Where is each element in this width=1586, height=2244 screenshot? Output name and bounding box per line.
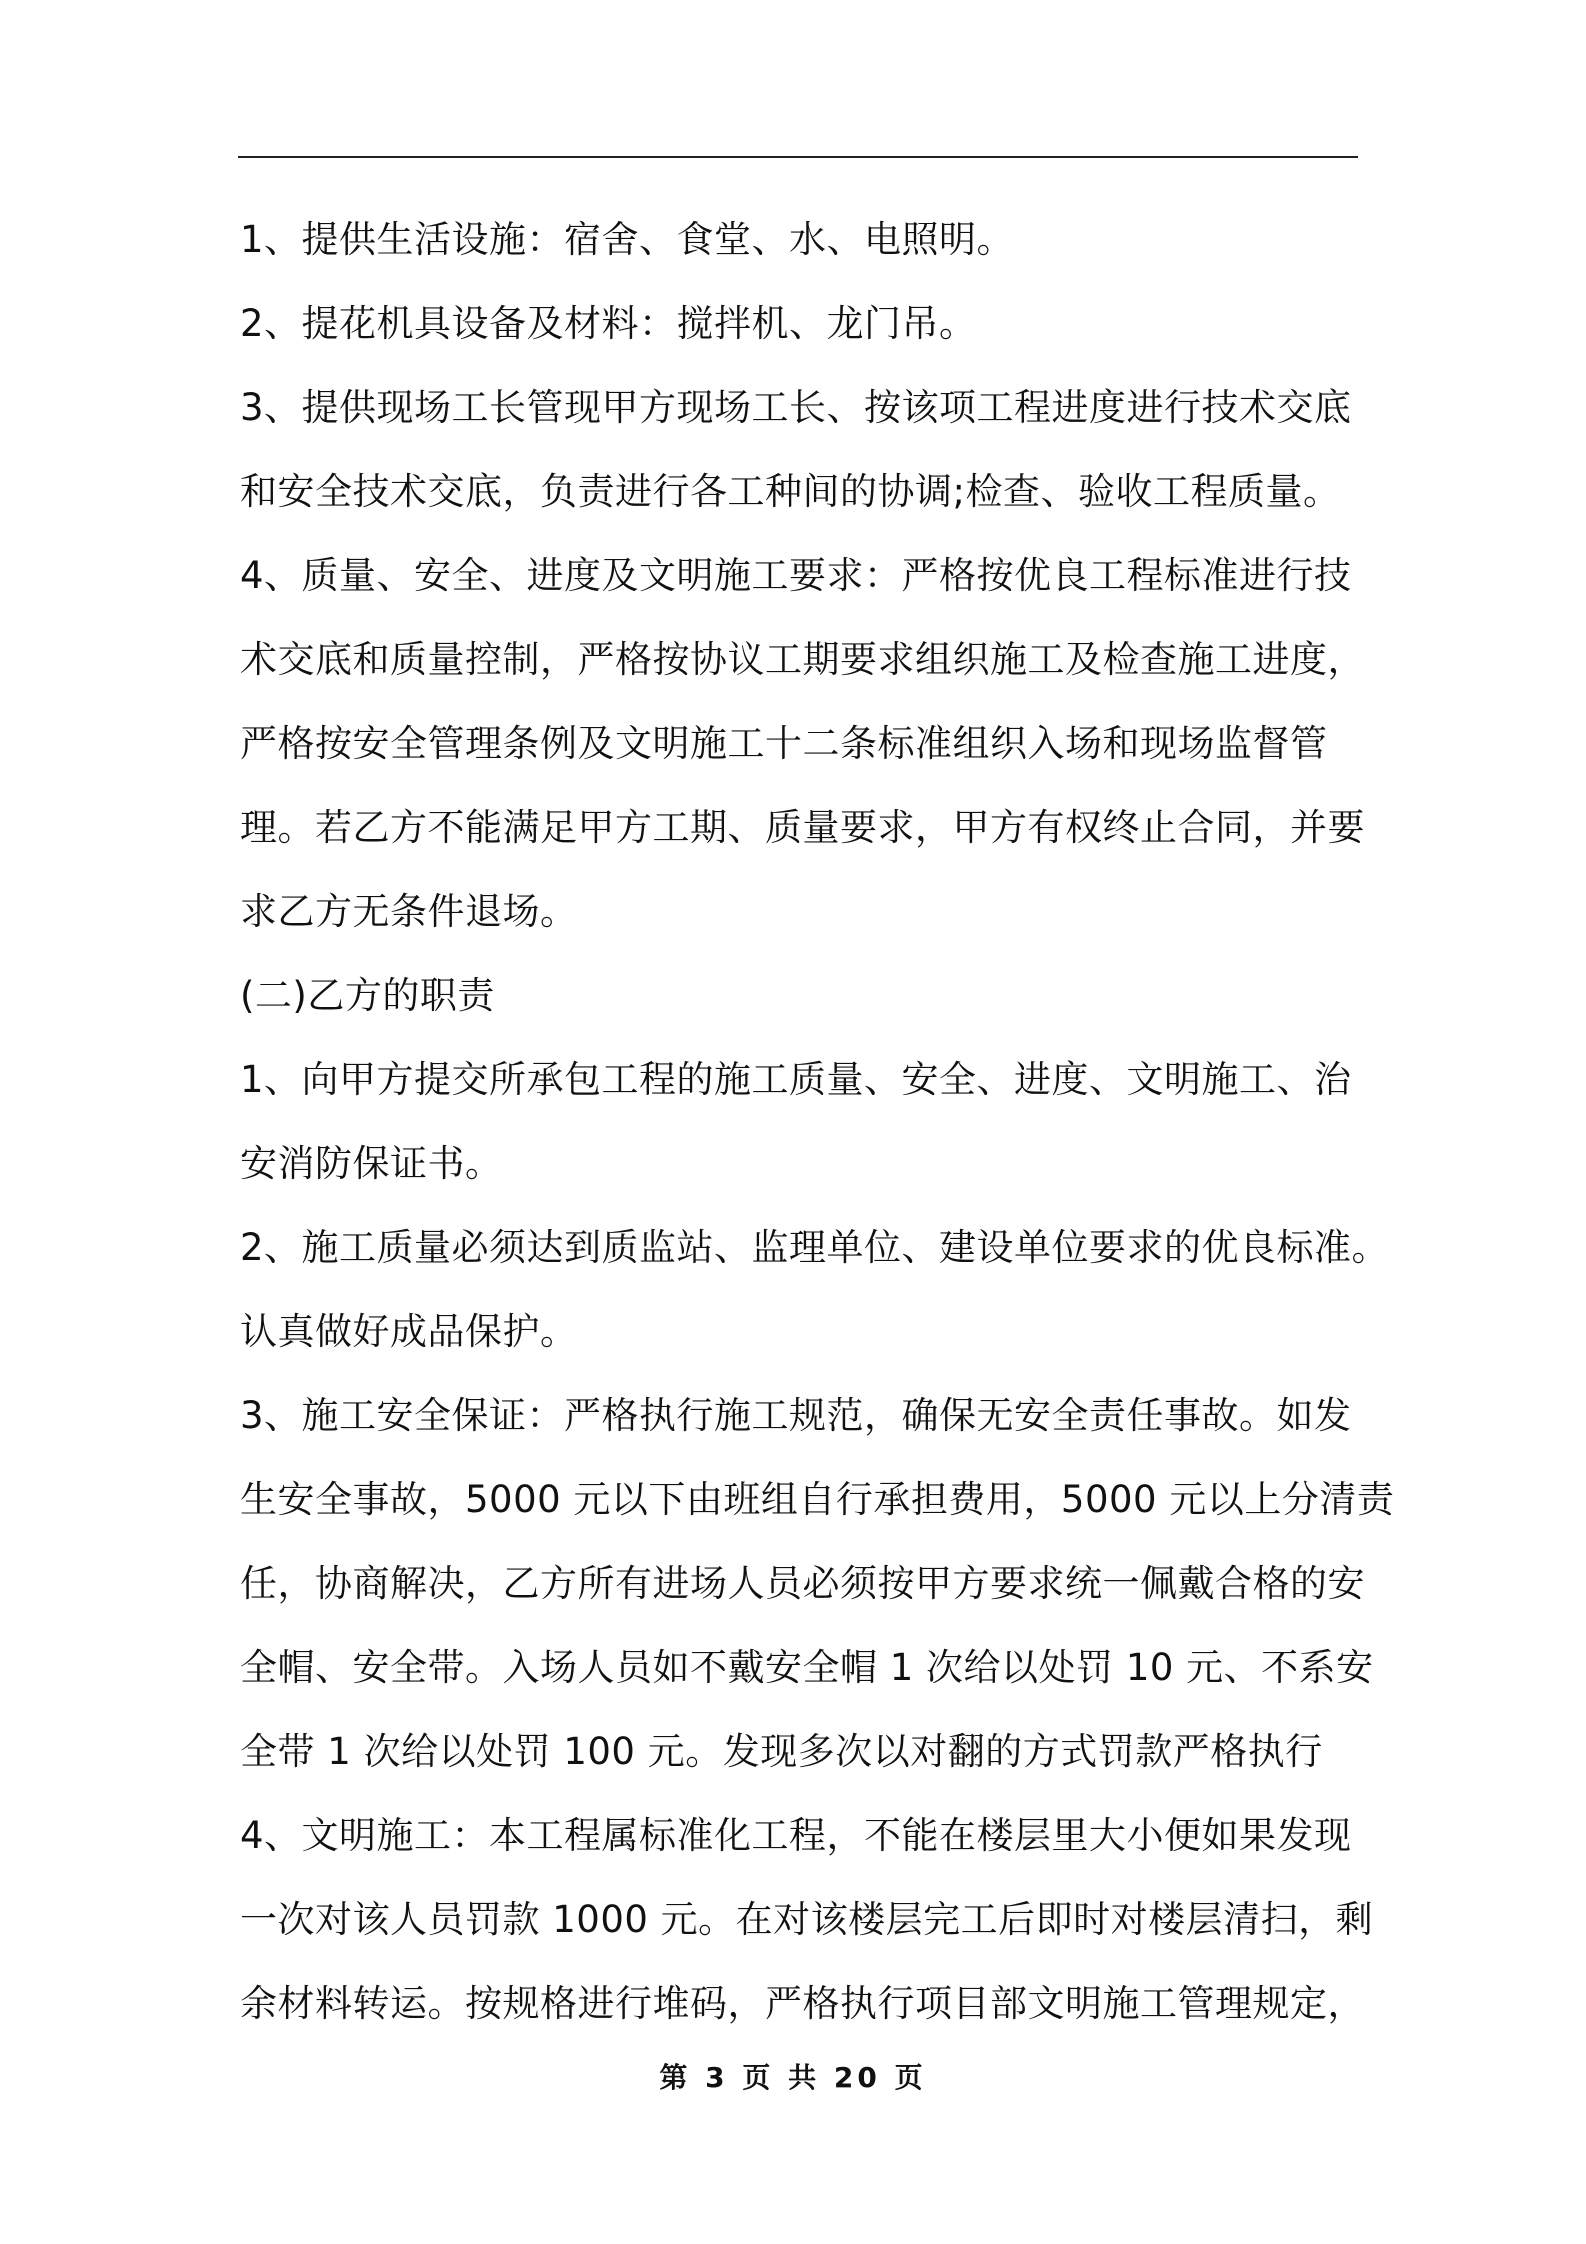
text-line: 全带 1 次给以处罚 100 元。发现多次以对翻的方式罚款严格执行 (240, 1730, 1323, 1773)
text-line: 1、向甲方提交所承包工程的施工质量、安全、进度、文明施工、治 (240, 1058, 1352, 1101)
text-line: 3、施工安全保证：严格执行施工规范，确保无安全责任事故。如发 (240, 1394, 1352, 1437)
document-body (240, 198, 1395, 2046)
page-number-footer: 第 3 页 共 20 页 (659, 2061, 927, 2094)
header-rule (238, 156, 1358, 158)
text-line: 和安全技术交底，负责进行各工种间的协调;检查、验收工程质量。 (240, 470, 1341, 513)
text-line: 理。若乙方不能满足甲方工期、质量要求，甲方有权终止合同，并要 (240, 806, 1365, 849)
text-line: 4、质量、安全、进度及文明施工要求：严格按优良工程标准进行技 (240, 554, 1352, 597)
text-line: 余材料转运。按规格进行堆码，严格执行项目部文明施工管理规定， (240, 1982, 1365, 2025)
text-line: 2、提花机具设备及材料：搅拌机、龙门吊。 (240, 302, 977, 345)
text-line: 任，协商解决，乙方所有进场人员必须按甲方要求统一佩戴合格的安 (240, 1562, 1365, 1605)
text-line: 1、提供生活设施：宿舍、食堂、水、电照明。 (240, 218, 1015, 261)
text-line: 安消防保证书。 (240, 1142, 503, 1185)
text-line: 求乙方无条件退场。 (240, 890, 578, 933)
text-line: 生安全事故，5000 元以下由班组自行承担费用，5000 元以上分清责 (240, 1478, 1395, 1521)
text-line: 严格按安全管理条例及文明施工十二条标准组织入场和现场监督管 (240, 722, 1328, 765)
text-line: 全帽、安全带。入场人员如不戴安全帽 1 次给以处罚 10 元、不系安 (240, 1646, 1374, 1689)
text-line: 术交底和质量控制，严格按协议工期要求组织施工及检查施工进度， (240, 638, 1365, 681)
text-line: 4、文明施工：本工程属标准化工程，不能在楼层里大小便如果发现 (240, 1814, 1352, 1857)
text-line: 3、提供现场工长管现甲方现场工长、按该项工程进度进行技术交底 (240, 386, 1352, 429)
text-line: 2、施工质量必须达到质监站、监理单位、建设单位要求的优良标准。 (240, 1226, 1390, 1269)
text-line: 认真做好成品保护。 (240, 1310, 578, 1353)
text-line: 一次对该人员罚款 1000 元。在对该楼层完工后即时对楼层清扫，剩 (240, 1898, 1374, 1941)
section-heading: (二)乙方的职责 (240, 974, 495, 1017)
